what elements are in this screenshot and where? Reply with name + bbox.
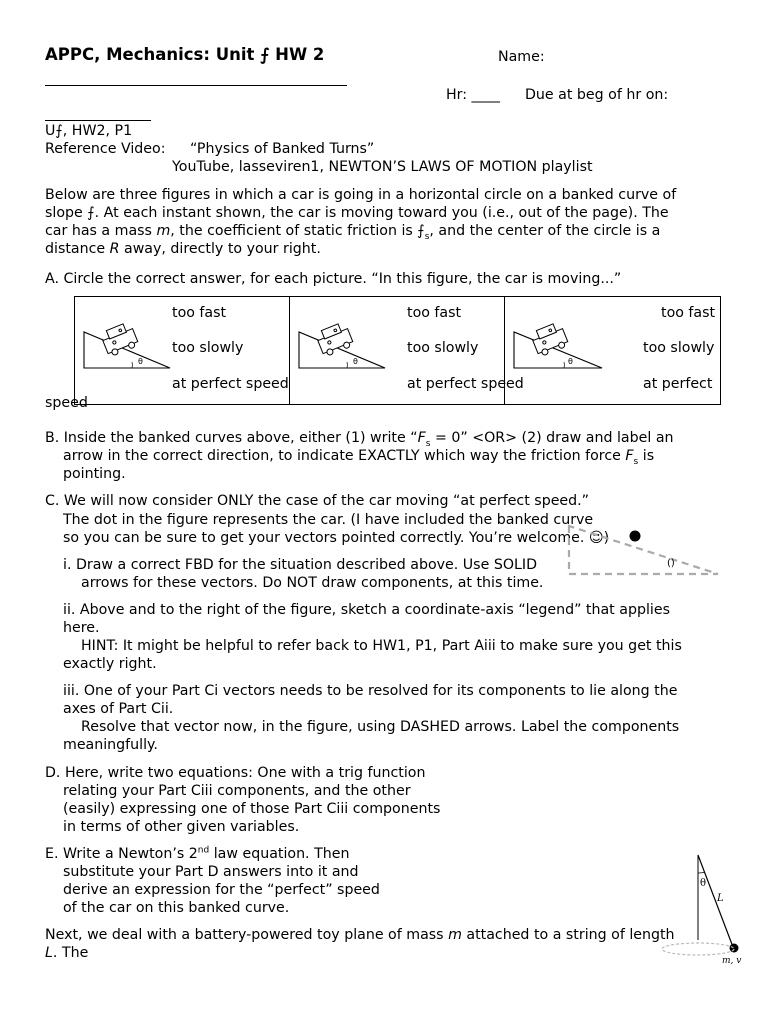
option-too-fast[interactable]: too fast bbox=[172, 305, 227, 321]
reference-title: “Physics of Banked Turns” bbox=[190, 141, 375, 157]
problem-rule bbox=[45, 120, 151, 121]
theta-label: θ bbox=[353, 357, 358, 366]
part-ciii-line-1: iii. One of your Part Ci vectors needs to be resolved for its components to lie along the bbox=[63, 683, 678, 699]
pendulum-length-label: L bbox=[717, 893, 724, 904]
pendulum-mass-speed-label: m, v bbox=[722, 956, 742, 966]
part-e-line-3: derive an expression for the “perfect” speed bbox=[63, 882, 380, 898]
theta-label: θ bbox=[138, 357, 143, 366]
toy-plane-pendulum-figure bbox=[660, 855, 760, 970]
part-d-line-2: relating your Part Ciii components, and the other bbox=[63, 783, 411, 799]
option-too-slowly[interactable]: too slowly bbox=[643, 340, 715, 356]
part-ci-line-2: arrows for these vectors. Do NOT draw components, at this time. bbox=[81, 575, 544, 591]
intro-line-2: slope ⨍. At each instant shown, the car is moving toward you (i.e., out of the page). The bbox=[45, 205, 669, 221]
intro-line-4: distance R away, directly to your right. bbox=[45, 241, 321, 257]
part-d-line-3: (easily) expressing one of those Part Ciii components bbox=[63, 801, 441, 817]
option-overflow-text: speed bbox=[45, 395, 88, 411]
part-b-line-1: B. Inside the banked curves above, either (1) write “$F_s = 0$” <OR> (2) draw and label an bbox=[45, 430, 674, 449]
part-e-line-1: E. Write a Newton’s 2nd law equation. Then bbox=[45, 845, 350, 862]
part-a-prompt: A. Circle the correct answer, for each picture. “In this figure, the car is moving...” bbox=[45, 271, 622, 287]
part-d-line-4: in terms of other given variables. bbox=[63, 819, 300, 835]
part-cii-line-1: ii. Above and to the right of the figure, sketch a coordinate-axis “legend” that applies bbox=[63, 602, 670, 618]
part-c-line-2: The dot in the figure represents the car. (I have included the banked curve bbox=[63, 512, 594, 528]
part-ciii-line-2: axes of Part Cii. bbox=[63, 701, 174, 717]
banked-car-figure-3 bbox=[512, 310, 604, 370]
part-c-line-3: so you can be sure to get your vectors pointed correctly. You’re welcome. ☺) bbox=[63, 530, 610, 546]
part-e-line-2: substitute your Part D answers into it and bbox=[63, 864, 359, 880]
hr-label: Hr: ____ bbox=[446, 87, 500, 103]
part-b-line-3: pointing. bbox=[63, 466, 126, 482]
table-divider bbox=[289, 296, 290, 404]
part-c-line-1: C. We will now consider ONLY the case of the car moving “at perfect speed.” bbox=[45, 493, 590, 509]
intro-line-3: car has a mass m, the coefficient of static friction is $⨍_s$, and the center of the circle is a bbox=[45, 223, 661, 242]
option-too-slowly[interactable]: too slowly bbox=[407, 340, 479, 356]
option-too-slowly[interactable]: too slowly bbox=[172, 340, 244, 356]
banked-car-figure-2 bbox=[297, 310, 387, 370]
option-too-fast[interactable]: too fast bbox=[407, 305, 462, 321]
part-e-line-4: of the car on this banked curve. bbox=[63, 900, 290, 916]
banked-curve-dashed-figure bbox=[565, 516, 725, 578]
next-line-2: L. The bbox=[45, 945, 89, 961]
part-d-line-1: D. Here, write two equations: One with a trig function bbox=[45, 765, 426, 781]
problem-id: U⨍, HW2, P1 bbox=[45, 123, 133, 139]
part-cii-line-2: here. bbox=[63, 620, 100, 636]
option-too-fast[interactable]: too fast bbox=[661, 305, 716, 321]
option-perfect-speed[interactable]: at perfect bbox=[643, 376, 713, 392]
part-cii-hint-line-1: HINT: It might be helpful to refer back to HW1, P1, Part Aiii to make sure you get this bbox=[81, 638, 682, 654]
part-ci-line-1: i. Draw a correct FBD for the situation described above. Use SOLID bbox=[63, 557, 537, 573]
page-title: APPC, Mechanics: Unit ⨍ HW 2 bbox=[45, 45, 325, 64]
banked-car-figure-1 bbox=[82, 310, 172, 370]
option-perfect-speed[interactable]: at perfect speed bbox=[407, 376, 524, 392]
car-dot bbox=[630, 531, 641, 542]
part-ciii-line-3: Resolve that vector now, in the figure, using DASHED arrows. Label the components bbox=[81, 719, 680, 735]
part-cii-hint-line-2: exactly right. bbox=[63, 656, 157, 672]
fig-theta-label: () bbox=[667, 558, 675, 569]
option-perfect-speed[interactable]: at perfect speed bbox=[172, 376, 289, 392]
next-line-1: Next, we deal with a battery-powered toy plane of mass m attached to a string of length bbox=[45, 927, 675, 943]
header-underline bbox=[45, 85, 347, 86]
pendulum-theta-label: θ bbox=[700, 878, 707, 889]
reference-label: Reference Video: bbox=[45, 141, 166, 157]
part-b-line-2: arrow in the correct direction, to indicate EXACTLY which way the friction force $F_s$ is bbox=[63, 448, 655, 467]
name-label: Name: bbox=[498, 49, 545, 65]
due-label: Due at beg of hr on: bbox=[525, 87, 669, 103]
part-ciii-line-4: meaningfully. bbox=[63, 737, 158, 753]
theta-label: θ bbox=[568, 357, 573, 366]
intro-line-1: Below are three figures in which a car is going in a horizontal circle on a banked curve of bbox=[45, 187, 677, 203]
reference-source: YouTube, lasseviren1, NEWTON’S LAWS OF MOTION playlist bbox=[172, 159, 593, 175]
